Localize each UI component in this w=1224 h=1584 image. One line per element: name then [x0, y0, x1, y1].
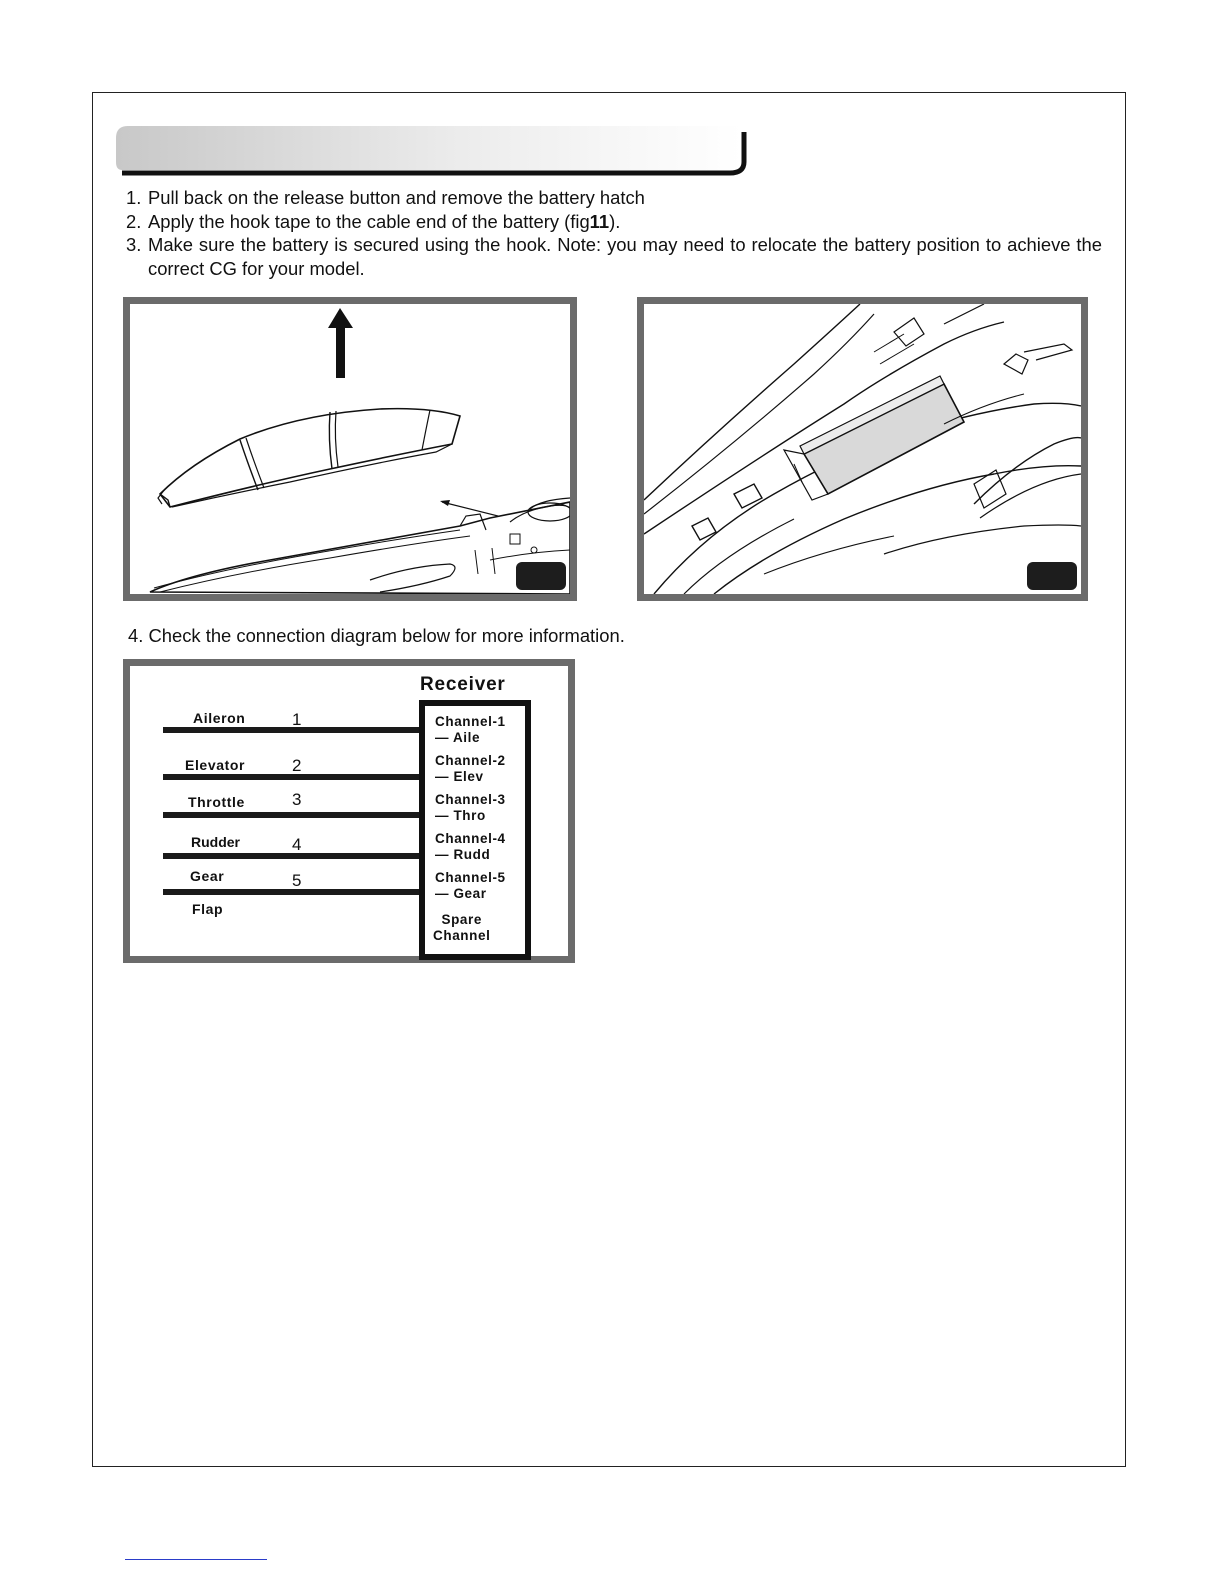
channel-function: — Thro [435, 808, 486, 823]
channel-name: Channel-5 [435, 870, 506, 885]
servo-label-elevator: Elevator [185, 757, 246, 773]
figure-battery-bay [637, 297, 1088, 601]
instruction-list [126, 186, 1102, 280]
receiver-connection-diagram [123, 659, 575, 963]
step-text: Make sure the battery is secured using the hook. Note: you may need to relocate the battery position to achieve the correct CG for your model. [148, 234, 1102, 279]
step-number: 4. [128, 625, 144, 646]
instruction-step-4 [128, 624, 625, 648]
servo-label-throttle: Throttle [188, 794, 245, 810]
step-text [148, 210, 1102, 234]
channel-function: — Aile [435, 730, 481, 745]
wire-channel-3 [163, 812, 425, 818]
figure-label-badge [1027, 562, 1077, 590]
servo-label-rudder: Rudder [191, 834, 240, 850]
channel-5 [435, 870, 506, 902]
channel-4 [435, 831, 506, 863]
channel-function: — Elev [435, 769, 484, 784]
canopy-illustration [130, 304, 570, 594]
channel-3 [435, 792, 506, 824]
servo-label-aileron: Aileron [193, 710, 246, 726]
arrow-up-icon [328, 308, 353, 378]
figure-reference: 11 [589, 210, 610, 232]
instruction-step-2 [126, 210, 1102, 234]
channel-function: — Rudd [435, 847, 491, 862]
channel-1 [435, 714, 506, 746]
wire-number-2: 2 [292, 756, 302, 775]
wire-number-3: 3 [292, 790, 302, 809]
wire-number-1: 1 [292, 710, 302, 729]
step-text: Check the connection diagram below for more information. [148, 625, 625, 646]
step-text: Pull back on the release button and remove the battery hatch [148, 187, 645, 208]
step-text-part: ). [609, 210, 621, 232]
instruction-step-3 [126, 233, 1102, 280]
instruction-step-1 [126, 186, 1102, 210]
channel-name: Spare [441, 912, 482, 927]
figure-battery-hatch-removal [123, 297, 577, 601]
channel-function: — Gear [435, 886, 487, 901]
channel-name: Channel-3 [435, 792, 506, 807]
servo-label-flap: Flap [192, 901, 224, 917]
wire-number-5: 5 [292, 871, 302, 890]
servo-label-gear: Gear [190, 868, 225, 884]
channel-function: Channel [433, 928, 491, 943]
step-number: 3. [126, 234, 142, 255]
channel-name: Channel-4 [435, 831, 506, 846]
footer-link-underline[interactable] [125, 1559, 267, 1560]
channel-name: Channel-1 [435, 714, 506, 729]
section-header-banner [116, 126, 748, 176]
step-number: 1. [126, 187, 142, 208]
wire-number-4: 4 [292, 835, 302, 854]
battery-bay-illustration [644, 304, 1081, 594]
step-text-part: Apply the hook tape to the cable end of the battery (fig [148, 210, 590, 232]
receiver-box [419, 700, 531, 960]
figure-label-badge [516, 562, 566, 590]
spare-channel [433, 912, 490, 944]
channel-name: Channel-2 [435, 753, 506, 768]
channel-2 [435, 753, 506, 785]
receiver-title: Receiver [420, 674, 506, 695]
step-number: 2. [126, 210, 142, 232]
